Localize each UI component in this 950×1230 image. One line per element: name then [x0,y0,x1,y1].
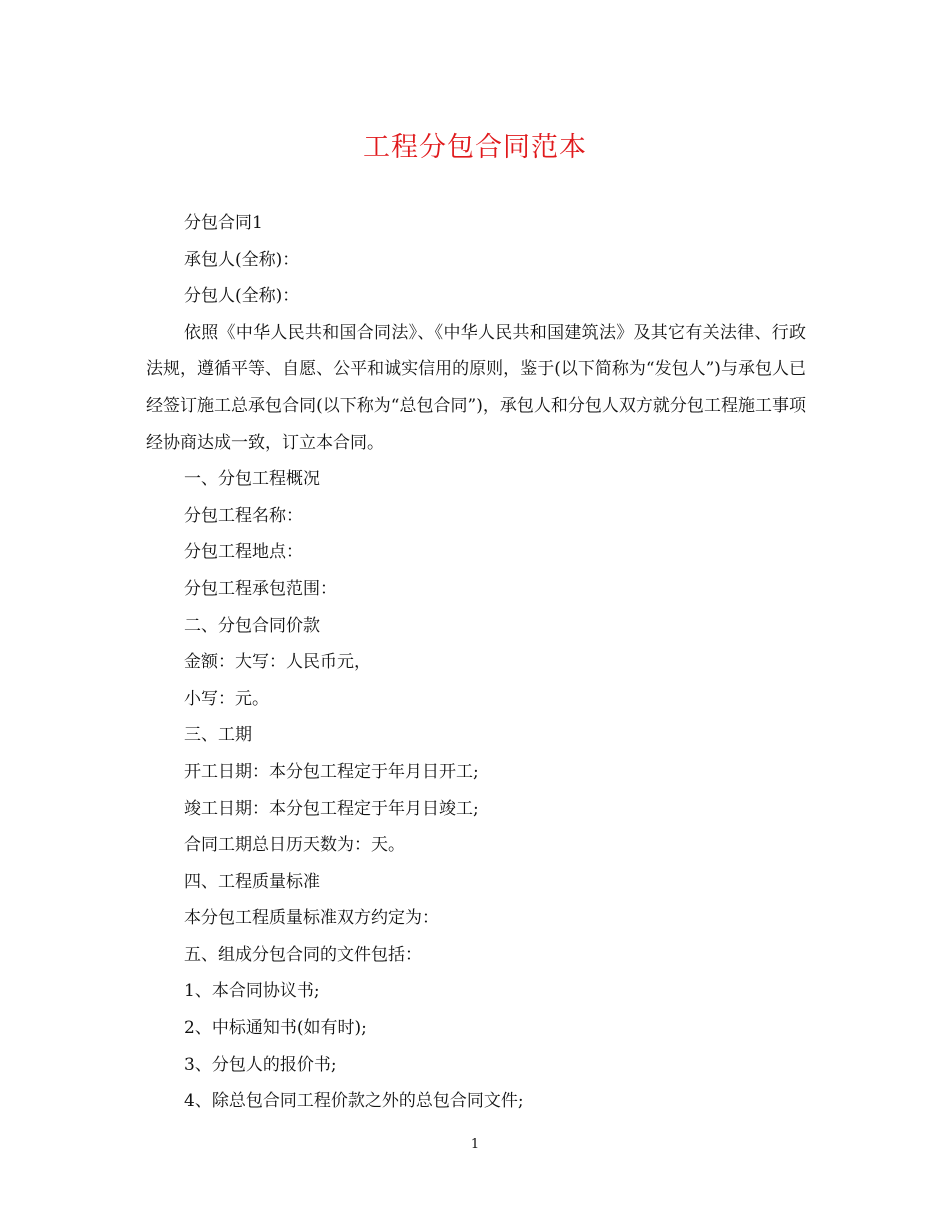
list-item-agreement: 1、本合同协议书; [184,981,320,1002]
text-line-project-name: 分包工程名称： [184,505,303,526]
text-line-completion-date: 竣工日期：本分包工程定于年月日竣工; [184,798,479,819]
list-item-award-notice: 2、中标通知书(如有时); [184,1018,367,1039]
text-line-start-date: 开工日期：本分包工程定于年月日开工; [184,761,479,782]
text-line-project-location: 分包工程地点： [184,542,303,563]
document-body [146,205,806,1120]
preamble-paragraph: 依照《中华人民共和国合同法》、《中华人民共和国建筑法》及其它有关法律、行政法规，遵循平等、自愿、公平和诚实信用的原则，鉴于(以下简称为“发包人”)与承包人已经签订施工总承包合同(以下称为“总包合同”)，承包人和分包人双方就分包工程施工事项经协商达成一致，订立本合同。 [146,322,806,453]
text-line-contract-no: 分包合同1 [184,213,263,233]
section-heading-documents: 五、组成分包合同的文件包括： [184,944,422,965]
page-number: 1 [470,1137,480,1152]
text-line-total-days: 合同工期总日历天数为：天。 [184,835,405,856]
section-heading-overview: 一、分包工程概况 [184,469,320,490]
section-heading-quality: 四、工程质量标准 [184,871,320,892]
section-heading-price: 二、分包合同价款 [184,615,320,636]
text-line-contractor: 承包人(全称)： [184,249,300,270]
text-line-amount-words: 金额：大写：人民币元， [184,652,371,673]
text-line-subcontractor: 分包人(全称)： [184,286,300,307]
document-title: 工程分包合同范本 [363,132,587,163]
list-item-main-contract-docs: 4、除总包合同工程价款之外的总包合同文件; [184,1091,524,1112]
text-line-amount-figures: 小写：元。 [184,688,269,709]
text-line-project-scope: 分包工程承包范围： [184,578,337,599]
section-heading-period: 三、工期 [184,725,252,746]
list-item-quotation: 3、分包人的报价书; [184,1054,337,1075]
text-line-quality-standard: 本分包工程质量标准双方约定为： [184,908,439,929]
